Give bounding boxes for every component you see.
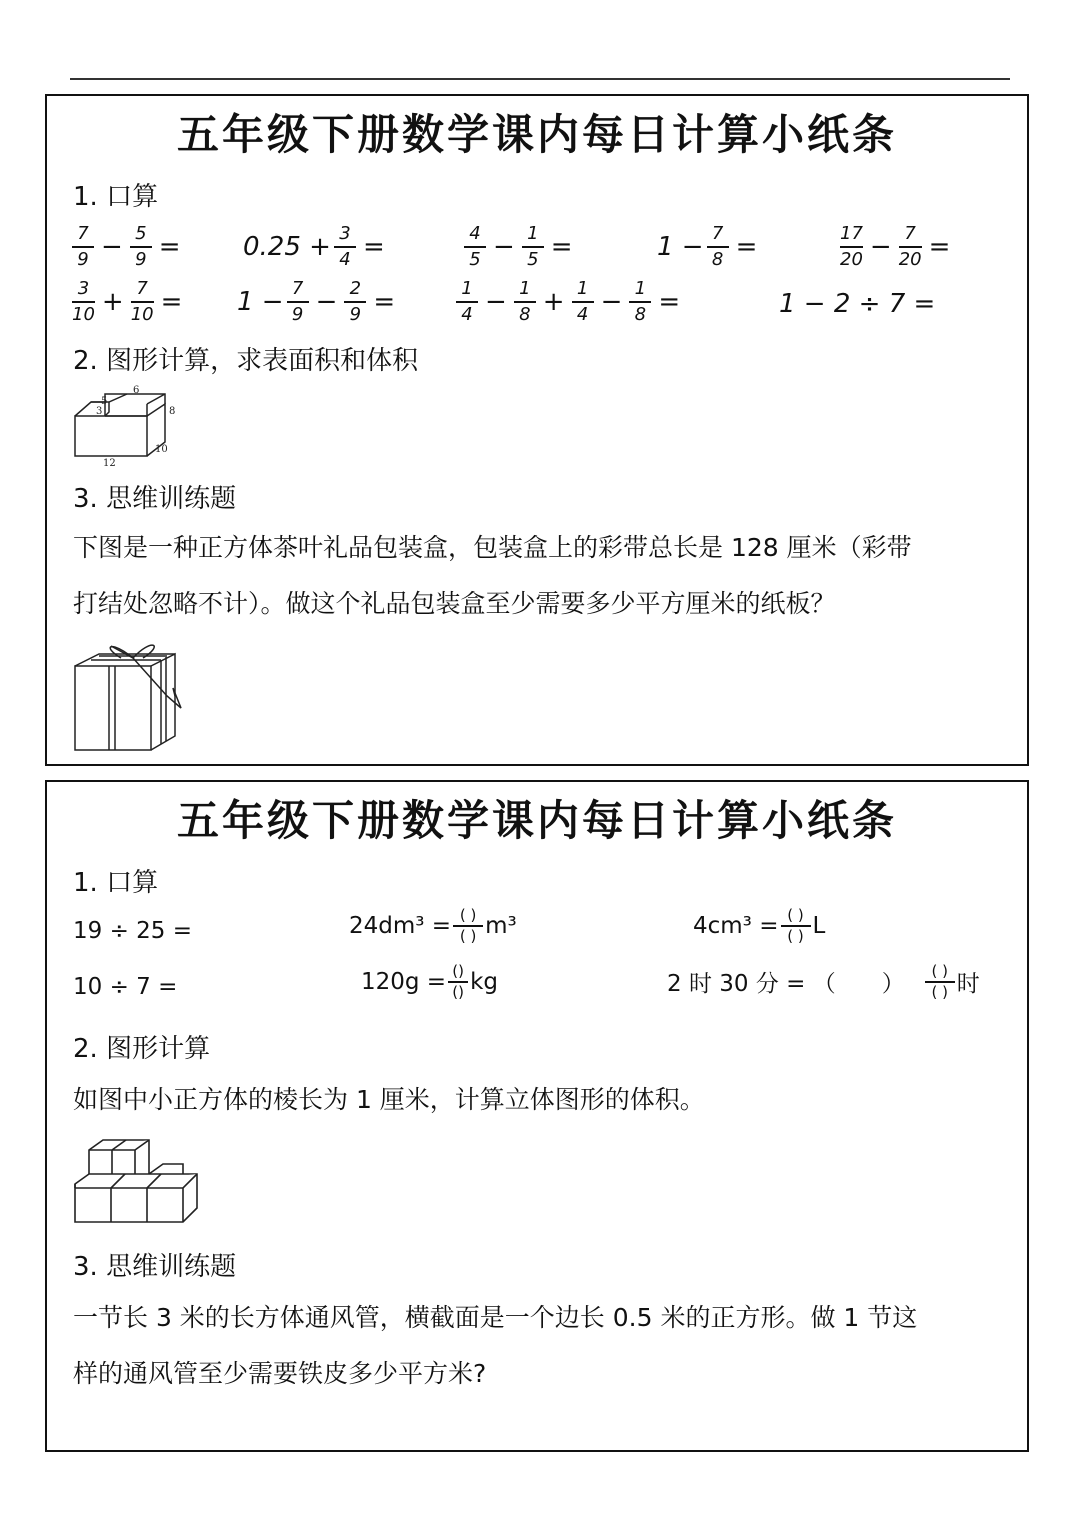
label-6: 6: [133, 385, 140, 396]
card-title: 五年级下册数学课内每日计算小纸条: [176, 110, 897, 159]
cubes-figure: [73, 1136, 217, 1228]
label-10: 10: [155, 444, 168, 455]
gift-box-figure: [71, 636, 191, 756]
calc-10-div-7: 10 ÷ 7 =: [73, 974, 178, 1000]
calc-b: 0.25 + $\frac{3}{4}$ =: [243, 223, 385, 270]
calc-19-div-25: 19 ÷ 25 =: [73, 918, 193, 944]
calc-time-to-hours: 2 时 30 分 = （ ） ( ) ( ) 时: [667, 962, 980, 1001]
calc-d: 1 − $\frac{7}{8}$ =: [657, 223, 758, 270]
calc-dm3-to-m3: 24dm³ = ( ) ( ) m³: [349, 906, 517, 945]
notched-box-figure: [69, 382, 199, 466]
label-12: 12: [103, 458, 116, 466]
label-3: 3: [96, 406, 103, 417]
section-2-text: 如图中小正方体的棱长为 1 厘米，计算立体图形的体积。: [73, 1085, 705, 1114]
section-3-title: 3. 思维训练题: [73, 1252, 237, 1282]
section-1-title: 1. 口算: [73, 868, 159, 898]
problem-text-line-2: 打结处忽略不计）。做这个礼品包装盒至少需要多少平方厘米的纸板？: [73, 589, 836, 618]
section-2-title: 2. 图形计算，求表面积和体积: [73, 346, 419, 376]
calc-a: $\frac{7}{9}$ − $\frac{5}{9}$ =: [69, 224, 185, 270]
top-rule: [70, 78, 1010, 80]
calc-g-to-kg: 120g = () () kg: [361, 962, 499, 1001]
problem-text-line-1: 一节长 3 米的长方体通风管，横截面是一个边长 0.5 米的正方形。做 1 节这: [73, 1303, 918, 1332]
problem-text-line-2: 样的通风管至少需要铁皮多少平方米?: [73, 1359, 487, 1388]
calc-g: 1 − $\frac{7}{9}$ − $\frac{2}{9}$ =: [237, 278, 396, 325]
label-5: 5: [101, 396, 108, 407]
card-title: 五年级下册数学课内每日计算小纸条: [176, 796, 897, 845]
calc-h: $\frac{1}{4}$ − $\frac{1}{8}$ + $\frac{1}{4}$ − $\frac{1}{8}$ =: [453, 279, 684, 325]
calc-f: $\frac{3}{10}$ + $\frac{7}{10}$ =: [72, 278, 183, 325]
worksheet-card-2: [45, 780, 1029, 1452]
calc-cm3-to-l: 4cm³ = ( ) ( ) L: [693, 906, 826, 945]
section-2-title: 2. 图形计算: [73, 1034, 211, 1064]
section-3-title: 3. 思维训练题: [73, 484, 237, 514]
problem-text-line-1: 下图是一种正方体茶叶礼品包装盒，包装盒上的彩带总长是 128 厘米（彩带: [73, 533, 912, 562]
section-1-title: 1. 口算: [73, 182, 159, 212]
label-8: 8: [169, 406, 176, 417]
worksheet-card-1: [45, 94, 1029, 766]
calc-e: $\frac{17}{20}$ − $\frac{7}{20}$ =: [840, 223, 951, 270]
calc-i: 1 − 2 ÷ 7 =: [779, 289, 936, 319]
calc-c: $\frac{4}{5}$ − $\frac{1}{5}$ =: [461, 224, 577, 270]
